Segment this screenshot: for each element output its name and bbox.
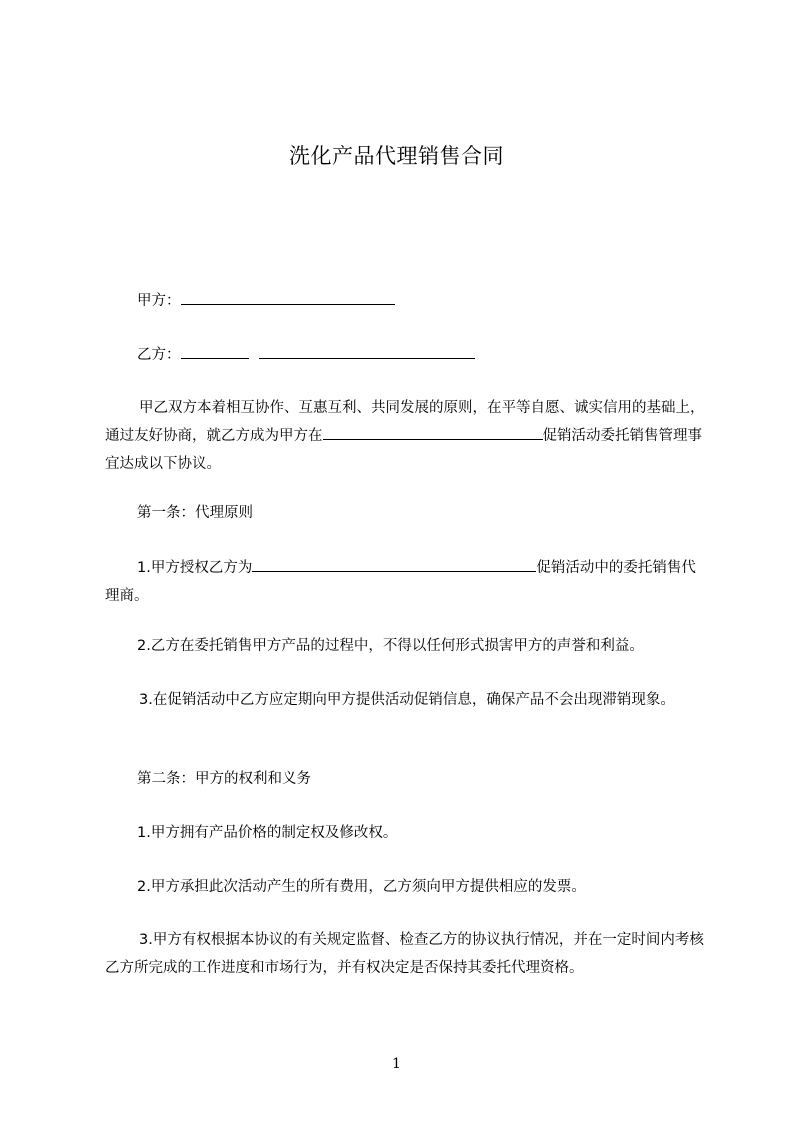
party-a-label: 甲方： bbox=[137, 293, 181, 309]
a1-item1-text-1: 1.甲方授权乙方为 bbox=[137, 560, 253, 576]
page-number: 1 bbox=[392, 1056, 401, 1072]
document-title: 洗化产品代理销售合同 bbox=[289, 144, 504, 168]
intro-text-2: 促销活动委托销售管理事宜达成以下协议。 bbox=[105, 428, 702, 472]
a1-item1-text-2: 促销活动中的委托销售代理商。 bbox=[105, 560, 696, 604]
party-b-label: 乙方： bbox=[137, 347, 181, 363]
party-a-blank bbox=[181, 290, 395, 305]
article-2-heading: 第二条：甲方的权利和义务 bbox=[137, 771, 311, 787]
article-2-item-3: 3.甲方有权根据本协议的有关规定监督、检查乙方的协议执行情况，并在一定时间内考核乙方所完成的工作进度和市场行为，并有权决定是否保持其委托代理资格。 bbox=[105, 932, 704, 976]
party-b-blank-1 bbox=[181, 344, 249, 359]
article-1-item-2: 2.乙方在委托销售甲方产品的过程中，不得以任何形式损害甲方的声誉和利益。 bbox=[137, 638, 644, 654]
intro-paragraph bbox=[105, 394, 705, 478]
article-1-item-1 bbox=[105, 554, 705, 610]
a1-item1-blank bbox=[252, 557, 536, 572]
party-b-blank-2 bbox=[259, 344, 475, 359]
article-2-item-1: 1.甲方拥有产品价格的制定权及修改权。 bbox=[137, 825, 398, 841]
intro-blank bbox=[323, 425, 543, 440]
party-b-line bbox=[137, 344, 475, 365]
article-2-item-2: 2.甲方承担此次活动产生的所有费用，乙方须向甲方提供相应的发票。 bbox=[137, 879, 586, 895]
article-1-heading: 第一条：代理原则 bbox=[137, 505, 253, 521]
article-1-item-3: 3.在促销活动中乙方应定期向甲方提供活动促销信息，确保产品不会出现滞销现象。 bbox=[139, 692, 675, 708]
party-a-line bbox=[137, 290, 395, 311]
intro-text-1: 甲乙双方本着相互协作、互惠互利、共同发展的原则，在平等自愿、诚实信用的基础上，通过友好协商，就乙方成为甲方在 bbox=[105, 400, 705, 444]
